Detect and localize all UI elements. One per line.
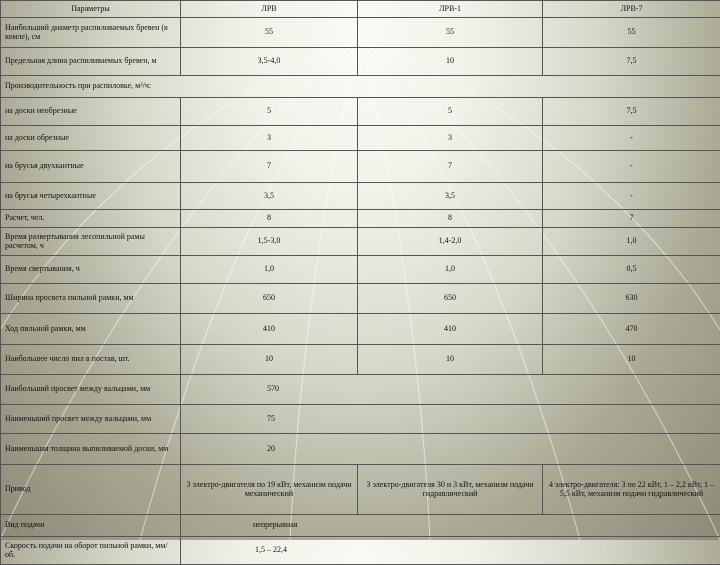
value-cell: 650 (358, 284, 543, 314)
table-row (1, 18, 720, 48)
value-cell: 3 (181, 126, 358, 151)
table-row (1, 256, 720, 284)
value-cell: 3 электро-двигателя по 19 кВт, механизм подачи механический (181, 465, 358, 515)
table-row (1, 314, 720, 345)
section-row (1, 76, 720, 98)
table-row (1, 465, 720, 515)
param-label: Ширина просвета пильной рамки, мм (1, 284, 181, 314)
value-cell: 4 электро-двигателя: 3 по 22 кВт, 1 – 2,2 кВт, 1 – 5,5 кВт, механизм подачи гидравлический (543, 465, 720, 515)
table-row (1, 284, 720, 314)
value-cell: 570 (181, 375, 720, 405)
value-cell: 7 (181, 151, 358, 183)
value-cell: 5 (358, 98, 543, 126)
value-cell: 10 (358, 345, 543, 375)
value-cell: 5 (181, 98, 358, 126)
value-cell: 3,5 (181, 183, 358, 210)
value-cell: 8 (181, 210, 358, 228)
table-row (1, 345, 720, 375)
table-row (1, 210, 720, 228)
param-label: на доски необрезные (1, 98, 181, 126)
param-label: Предельная длина распиливаемых бревен, м (1, 48, 181, 76)
value-cell: 75 (181, 405, 720, 434)
param-label: Привод (1, 465, 181, 515)
param-label: Наименьший просвет между вальцами, мм (1, 405, 181, 434)
value-cell: 1,5 – 22,4 (181, 537, 720, 565)
value-cell: 1,0 (181, 256, 358, 284)
value-cell: 630 (543, 284, 720, 314)
table-row (1, 126, 720, 151)
value-cell: 410 (358, 314, 543, 345)
table-row (1, 515, 720, 537)
param-label: Скорость подачи на оборот пильной рамки, мм/об. (1, 537, 181, 565)
value-cell: - (543, 126, 720, 151)
param-label: на доски обрезные (1, 126, 181, 151)
param-label: Время развертывания лесопильной рамы расчетом, ч (1, 228, 181, 256)
value-cell: 3 электро-двигателя 30 и 3 кВт, механизм подачи гидравлический (358, 465, 543, 515)
table-row (1, 537, 720, 565)
value-cell: 7 (543, 210, 720, 228)
header-row (1, 1, 720, 18)
param-label: на брусья четырехкантные (1, 183, 181, 210)
value-cell: 7 (358, 151, 543, 183)
value-cell: 7,5 (543, 98, 720, 126)
table-row (1, 183, 720, 210)
value-cell: 650 (181, 284, 358, 314)
value-cell: 1,5-3,0 (181, 228, 358, 256)
table-row (1, 228, 720, 256)
value-cell: 10 (358, 48, 543, 76)
value-cell: 7,5 (543, 48, 720, 76)
value-cell: 470 (543, 314, 720, 345)
value-cell: 55 (181, 18, 358, 48)
param-label: Время свертывания, ч (1, 256, 181, 284)
value-cell: 3 (358, 126, 543, 151)
value-cell: 1,0 (543, 228, 720, 256)
value-cell: 20 (181, 434, 720, 465)
value-cell: 1,0 (358, 256, 543, 284)
value-cell: 1,4-2,0 (358, 228, 543, 256)
value-cell: 410 (181, 314, 358, 345)
param-label: Расчет, чел. (1, 210, 181, 228)
table-row (1, 434, 720, 465)
param-label: Наименьшая толщина выпиливаемой доски, мм (1, 434, 181, 465)
param-label: на брусья двухкантные (1, 151, 181, 183)
table-row (1, 151, 720, 183)
param-label: Наибольший диаметр распиливаемых бревен (в комле), см (1, 18, 181, 48)
value-cell: 55 (543, 18, 720, 48)
header-lrv-1: ЛРВ-1 (358, 1, 543, 18)
value-cell: 0,5 (543, 256, 720, 284)
table-row (1, 48, 720, 76)
param-label: Ход пильной рамки, мм (1, 314, 181, 345)
value-cell: - (543, 151, 720, 183)
header-lrv: ЛРВ (181, 1, 358, 18)
value-cell: 3,5-4,0 (181, 48, 358, 76)
value-cell: 55 (358, 18, 543, 48)
value-cell: 10 (181, 345, 358, 375)
section-heading: Производительность при распиловке, м³/ч: (1, 76, 720, 98)
value-cell: непрерывная (181, 515, 720, 537)
param-label: Вид подачи (1, 515, 181, 537)
table-row (1, 98, 720, 126)
table-row (1, 405, 720, 434)
value-cell: - (543, 183, 720, 210)
header-params: Параметры (1, 1, 181, 18)
value-cell: 8 (358, 210, 543, 228)
value-cell: 3,5 (358, 183, 543, 210)
header-lrv-7: ЛРВ-7 (543, 1, 720, 18)
table-row (1, 375, 720, 405)
value-cell: 10 (543, 345, 720, 375)
param-label: Наибольший просвет между вальцами, мм (1, 375, 181, 405)
param-label: Наибольшее число пил в постав, шт. (1, 345, 181, 375)
